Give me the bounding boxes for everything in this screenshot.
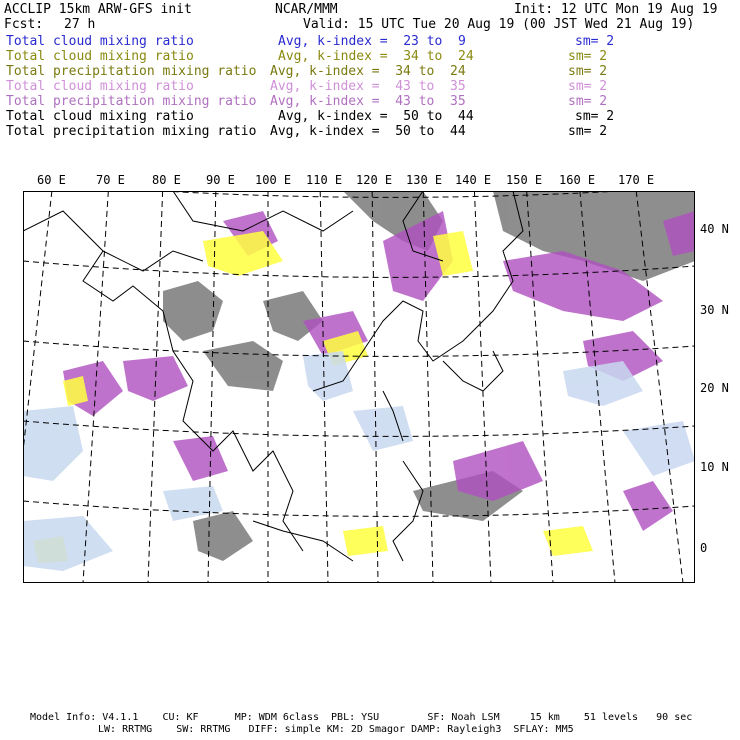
lon-label: 70 E [96,173,125,187]
field-avg: Avg, k-index = 43 to 35 [270,79,466,94]
lon-label: 100 E [255,173,292,187]
map-canvas [23,191,695,583]
lat-label: 20 N [700,381,729,395]
lat-label: 0 [700,541,708,555]
lon-label: 110 E [306,173,343,187]
lat-label: 10 N [700,460,729,474]
lat-label: 40 N [700,222,729,236]
lon-label: 150 E [506,173,543,187]
field-smoothing: sm= 2 [568,79,608,94]
map-panel [23,191,695,583]
field-smoothing: sm= 2 [568,64,608,79]
field-name: Total cloud mixing ratio [6,34,194,49]
field-name: Total cloud mixing ratio [6,79,194,94]
lon-label: 120 E [356,173,393,187]
fcst-value: 27 h [64,17,96,32]
lat-label: 30 N [700,303,729,317]
lon-label: 130 E [406,173,443,187]
lon-label: 90 E [206,173,235,187]
center-label: NCAR/MMM [275,2,338,17]
cloud-patch [343,526,388,556]
field-name: Total precipitation mixing ratio [6,124,257,139]
field-smoothing: sm= 2 [575,109,615,124]
field-avg: Avg, k-index = 34 to 24 [278,49,474,64]
field-smoothing: sm= 2 [568,94,608,109]
lon-label: 160 E [559,173,596,187]
lon-label: 60 E [37,173,66,187]
field-smoothing: sm= 2 [575,34,615,49]
lon-label: 80 E [152,173,181,187]
model-info-line-1: Model Info: V4.1.1 CU: KF MP: WDM 6class PBL: YSU SF: Noah LSM 15 km 51 levels 90 sec [30,712,693,723]
field-smoothing: sm= 2 [568,124,608,139]
field-smoothing: sm= 2 [568,49,608,64]
field-avg: Avg, k-index = 50 to 44 [278,109,474,124]
valid-time: Valid: 15 UTC Tue 20 Aug 19 (00 JST Wed 21 Aug 19) [303,17,695,32]
field-avg: Avg, k-index = 34 to 24 [270,64,466,79]
model-info-line-2: LW: RRTMG SW: RRTMG DIFF: simple KM: 2D Smagor DAMP: Rayleigh3 SFLAY: MM5 [98,724,574,735]
field-name: Total cloud mixing ratio [6,49,194,64]
init-time: Init: 12 UTC Mon 19 Aug 19 [514,2,718,17]
field-avg: Avg, k-index = 43 to 35 [270,94,466,109]
field-avg: Avg, k-index = 50 to 44 [270,124,466,139]
field-avg: Avg, k-index = 23 to 9 [278,34,466,49]
fcst-label: Fcst: [4,17,44,32]
lon-label: 140 E [455,173,492,187]
field-name: Total precipitation mixing ratio [6,94,257,109]
model-title: ACCLIP 15km ARW-GFS init [4,2,192,17]
field-name: Total precipitation mixing ratio [6,64,257,79]
field-name: Total cloud mixing ratio [6,109,194,124]
lon-label: 170 E [618,173,655,187]
